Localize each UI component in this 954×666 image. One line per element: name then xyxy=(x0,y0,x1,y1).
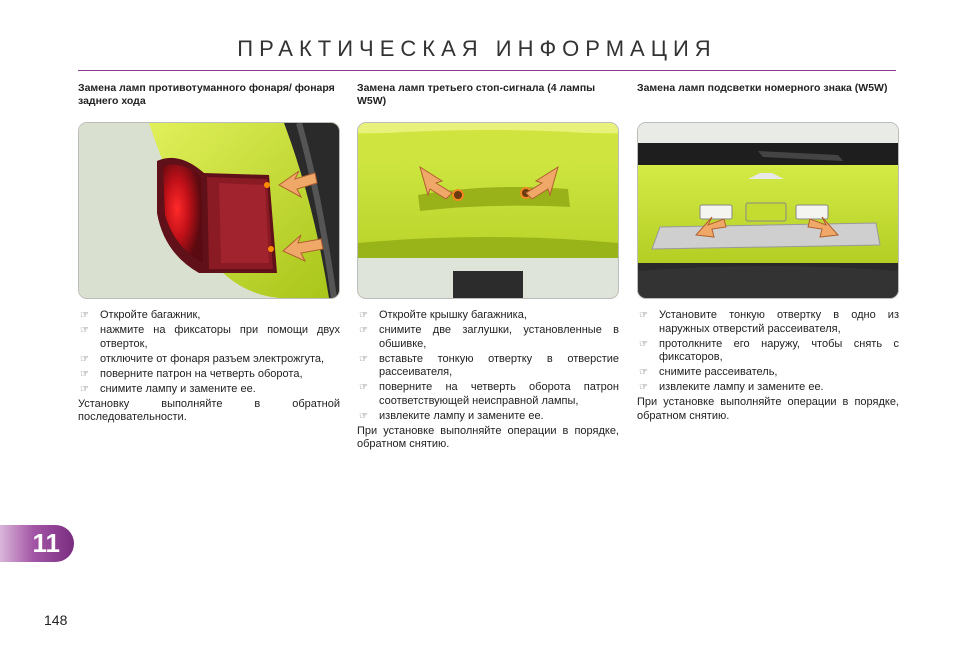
steps-list xyxy=(637,309,899,395)
list-item: ☞ Откройте крышку багажника, xyxy=(359,309,527,321)
list-item: ☞ снимите рассеиватель, xyxy=(639,366,778,378)
section-title: Замена ламп подсветки номерного знака (W5W) xyxy=(637,82,888,94)
pointing-hand-icon: ☞ xyxy=(359,410,368,422)
pointing-hand-icon: ☞ xyxy=(80,353,89,365)
list-item: ☞ поверните патрон на четверть оборота, xyxy=(80,367,303,380)
section-fog-reverse-lamp xyxy=(78,82,340,425)
header-rule xyxy=(78,70,896,71)
reassembly-note: Установку выполняйте в обратной последовательности. xyxy=(78,397,340,423)
pointing-hand-icon: ☞ xyxy=(80,383,89,395)
trunk-lid-photo xyxy=(357,122,619,299)
reassembly-note: При установке выполняйте операции в порядке, обратном снятию. xyxy=(357,424,619,450)
list-item: ☞ извлеките лампу и замените ее. xyxy=(639,381,824,393)
pointing-hand-icon: ☞ xyxy=(80,368,89,380)
list-item: ☞ отключите от фонаря разъем электрожгута, xyxy=(80,352,325,365)
list-item: ☞ Откройте багажник, xyxy=(80,309,201,321)
pointing-hand-icon: ☞ xyxy=(359,382,368,393)
chapter-tab xyxy=(0,525,74,562)
pointing-hand-icon: ☞ xyxy=(80,325,89,336)
reassembly-note: При установке выполняйте операции в порядке, обратном снятию. xyxy=(637,396,899,422)
list-item: ☞ нажмите на фиксаторы при помощи двух отверток, xyxy=(80,324,340,350)
section-title: Замена ламп третьего стоп-сигнала (4 лампы W5W) xyxy=(357,82,596,107)
pointing-hand-icon: ☞ xyxy=(359,325,368,336)
section-title: Замена ламп противотуманного фонаря/ фонаря заднего хода xyxy=(78,82,335,107)
section-license-plate-light xyxy=(637,82,899,423)
list-item: ☞ Установите тонкую отвертку в одно из наружных отверстий рассеивателя, xyxy=(639,309,899,335)
list-item: ☞ извлеките лампу и замените ее. xyxy=(359,409,544,422)
page-title: ПРАКТИЧЕСКАЯ ИНФОРМАЦИЯ xyxy=(237,36,717,61)
steps-list xyxy=(78,309,340,396)
pointing-hand-icon: ☞ xyxy=(639,367,648,378)
taillight-photo xyxy=(78,122,340,299)
list-item: ☞ протолкните его наружу, чтобы снять с фиксаторов, xyxy=(639,337,899,363)
pointing-hand-icon: ☞ xyxy=(359,353,368,365)
list-item: ☞ поверните на четверть оборота патрон соответствующей неисправной лампы, xyxy=(359,381,619,407)
pointing-hand-icon: ☞ xyxy=(359,310,368,321)
pointing-hand-icon: ☞ xyxy=(639,382,648,393)
rear-door-photo xyxy=(637,122,899,299)
chapter-number: 11 xyxy=(32,528,60,558)
list-item: ☞ снимите две заглушки, установленные в обшивке, xyxy=(359,324,619,350)
list-item: ☞ снимите лампу и замените ее. xyxy=(80,382,256,395)
pointing-hand-icon: ☞ xyxy=(639,338,648,350)
list-item: ☞ вставьте тонкую отвертку в отверстие рассеивателя, xyxy=(359,352,619,378)
section-third-brake-light xyxy=(357,82,619,452)
pointing-hand-icon: ☞ xyxy=(639,310,648,321)
page-number: 148 xyxy=(44,612,68,628)
steps-list xyxy=(357,309,619,423)
pointing-hand-icon: ☞ xyxy=(80,310,89,321)
